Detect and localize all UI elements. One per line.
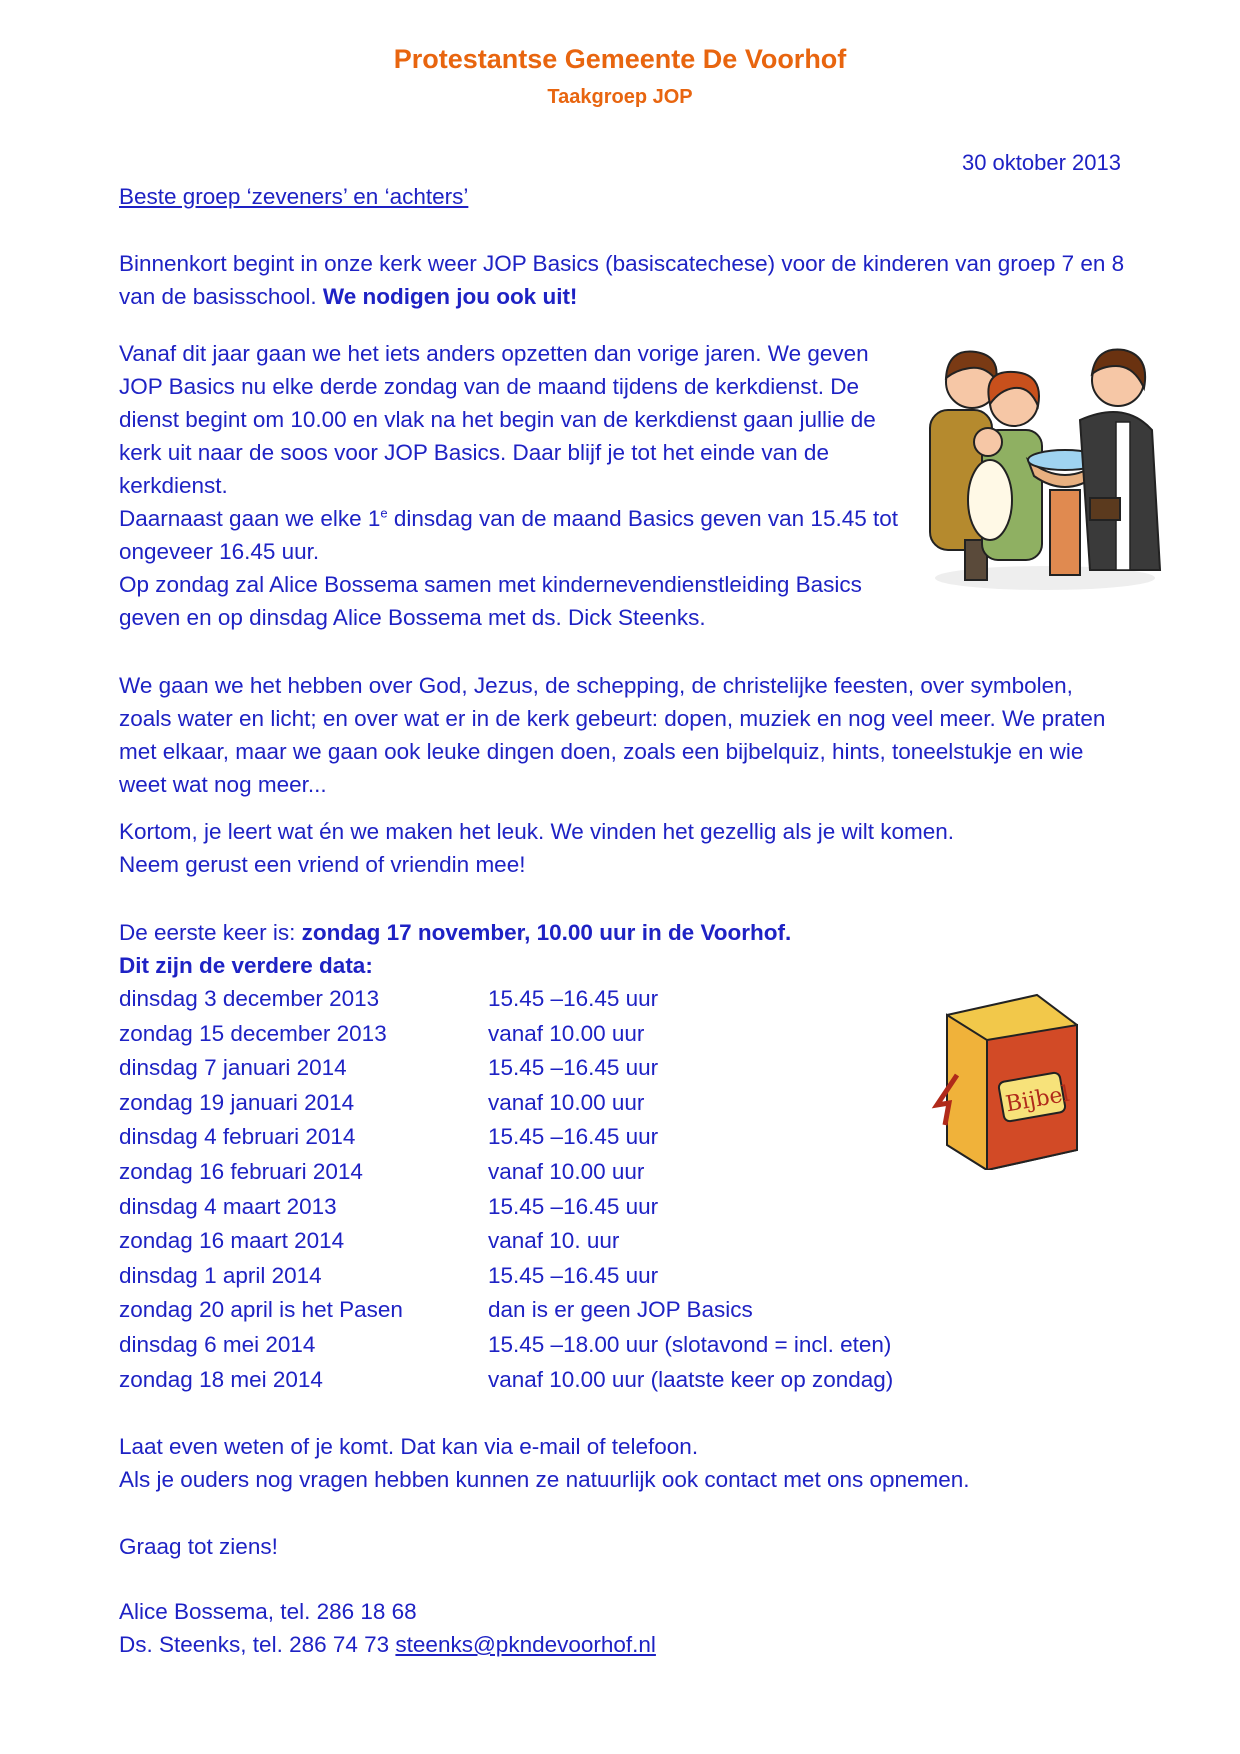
signature-block [119, 1595, 656, 1661]
explanation-line-c: Op zondag zal Alice Bossema samen met kindernevendienstleiding Basics geven en op dinsdag Alice Bossema met ds. Dick Steenks. [119, 572, 862, 630]
schedule-row [119, 1017, 1019, 1052]
schedule-day: dinsdag 7 januari 2014 [119, 1055, 347, 1081]
schedule-time: vanaf 10. uur [488, 1228, 620, 1254]
schedule-time: 15.45 –16.45 uur [488, 1262, 659, 1288]
schedule-day: dinsdag 4 februari 2014 [119, 1124, 356, 1150]
intro-invite: We nodigen jou ook uit! [322, 284, 578, 309]
schedule-explanation [119, 337, 909, 634]
bible-label: Bijbel [1003, 1081, 1072, 1118]
schedule-time: 15.45 –16.45 uur [488, 986, 659, 1011]
schedule-row [119, 1190, 1019, 1225]
first-meeting-paragraph [119, 916, 1129, 982]
first-meeting-intro: De eerste keer is: [119, 920, 302, 945]
closing-text: Graag tot ziens! [119, 1534, 278, 1559]
schedule-time: vanaf 10.00 uur (laatste keer op zondag) [488, 1366, 894, 1392]
dates-heading: Dit zijn de verdere data: [119, 953, 373, 978]
schedule-day: dinsdag 4 maart 2013 [119, 1193, 337, 1219]
schedule-day: zondag 19 januari 2014 [119, 1089, 355, 1115]
schedule-time: vanaf 10.00 uur [488, 1158, 645, 1184]
summary-line-2: Neem gerust een vriend of vriendin mee! [119, 852, 526, 877]
schedule-row [119, 1155, 1019, 1190]
schedule-row [119, 1086, 1019, 1121]
schedule-row [119, 1363, 1019, 1398]
page-subtitle: Taakgroep JOP [547, 86, 693, 108]
ordinal-superscript: e [380, 505, 388, 521]
schedule-row [119, 1328, 1019, 1363]
schedule-day: dinsdag 1 april 2014 [119, 1262, 322, 1288]
schedule-day: zondag 18 mei 2014 [119, 1366, 323, 1392]
schedule-time: 15.45 –16.45 uur [488, 1193, 659, 1219]
summary-line-1: Kortom, je leert wat én we maken het leuk. We vinden het gezellig als je wilt komen. [119, 819, 954, 844]
schedule-row [119, 1224, 1019, 1259]
contact-paragraph [119, 1430, 1129, 1496]
schedule-time: dan is er geen JOP Basics [488, 1297, 753, 1323]
email-link[interactable]: steenks@pkndevoorhof.nl [395, 1632, 656, 1657]
summary-paragraph [119, 815, 1129, 881]
greeting: Beste groep ‘zeveners’ en ‘achters’ [119, 184, 469, 209]
schedule-time: 15.45 –18.00 uur (slotavond = incl. eten) [488, 1331, 892, 1357]
schedule-time: vanaf 10.00 uur [488, 1089, 645, 1115]
explanation-line-a: Vanaf dit jaar gaan we het iets anders opzetten dan vorige jaren. We geven JOP Basics nu elke derde zondag van de maand tijdens de kerkdienst. De dienst begint om 10.00 en vlak na het begin van de kerkdienst gaan jullie de kerk uit naar de soos voor JOP Basics. Daar blijf je tot het einde van de kerkdienst. [119, 341, 876, 498]
intro-text: Binnenkort begint in onze kerk weer JOP Basics (basiscatechese) voor de kinderen van groep 7 en 8 van de basisschool. [119, 251, 1125, 309]
bible-illustration [927, 985, 1087, 1170]
schedule-row [119, 1259, 1019, 1294]
schedule-day: zondag 16 maart 2014 [119, 1228, 345, 1254]
contact-line-1: Laat even weten of je komt. Dat kan via e-mail of telefoon. [119, 1434, 699, 1459]
first-meeting-date: zondag 17 november, 10.00 uur in de Voorhof. [301, 920, 792, 945]
schedule-time: vanaf 10.00 uur [488, 1020, 645, 1046]
schedule-time: 15.45 –16.45 uur [488, 1124, 659, 1150]
contact-line-2: Als je ouders nog vragen hebben kunnen ze natuurlijk ook contact met ons opnemen. [119, 1467, 970, 1492]
schedule-row [119, 1120, 1019, 1155]
explanation-line-b-pre: Daarnaast gaan we elke 1 [119, 506, 381, 531]
page-title: Protestantse Gemeente De Voorhof [393, 44, 847, 74]
explanation-line-b-post: dinsdag van de maand Basics geven van 15.45 tot ongeveer 16.45 uur. [119, 506, 899, 564]
topics-paragraph: We gaan we het hebben over God, Jezus, de schepping, de christelijke feesten, over symbolen, zoals water en licht; en over wat er in de kerk gebeurt: dopen, muziek en nog veel meer. We praten met elkaar, maar we gaan ook leuke dingen doen, zoals een bijbelquiz, hints, toneelstukje en wie weet wat nog meer... [119, 673, 1106, 797]
schedule-day: zondag 15 december 2013 [119, 1020, 387, 1046]
schedule-day: dinsdag 6 mei 2014 [119, 1331, 316, 1357]
letter-date: 30 oktober 2013 [961, 150, 1121, 175]
baptism-illustration [920, 330, 1170, 600]
schedule-day: zondag 16 februari 2014 [119, 1158, 363, 1184]
signature-line-1: Alice Bossema, tel. 286 18 68 [119, 1599, 417, 1624]
schedule-row [119, 1293, 1019, 1328]
schedule-row [119, 982, 1019, 1017]
schedule-row [119, 1051, 1019, 1086]
schedule-day: dinsdag 3 december 2013 [119, 986, 380, 1011]
signature-line-2: Ds. Steenks, tel. 286 74 73 [119, 1632, 396, 1657]
intro-paragraph [119, 247, 1129, 313]
schedule-time: 15.45 –16.45 uur [488, 1055, 659, 1081]
schedule-table [119, 982, 1019, 1397]
schedule-day: zondag 20 april is het Pasen [119, 1297, 403, 1323]
